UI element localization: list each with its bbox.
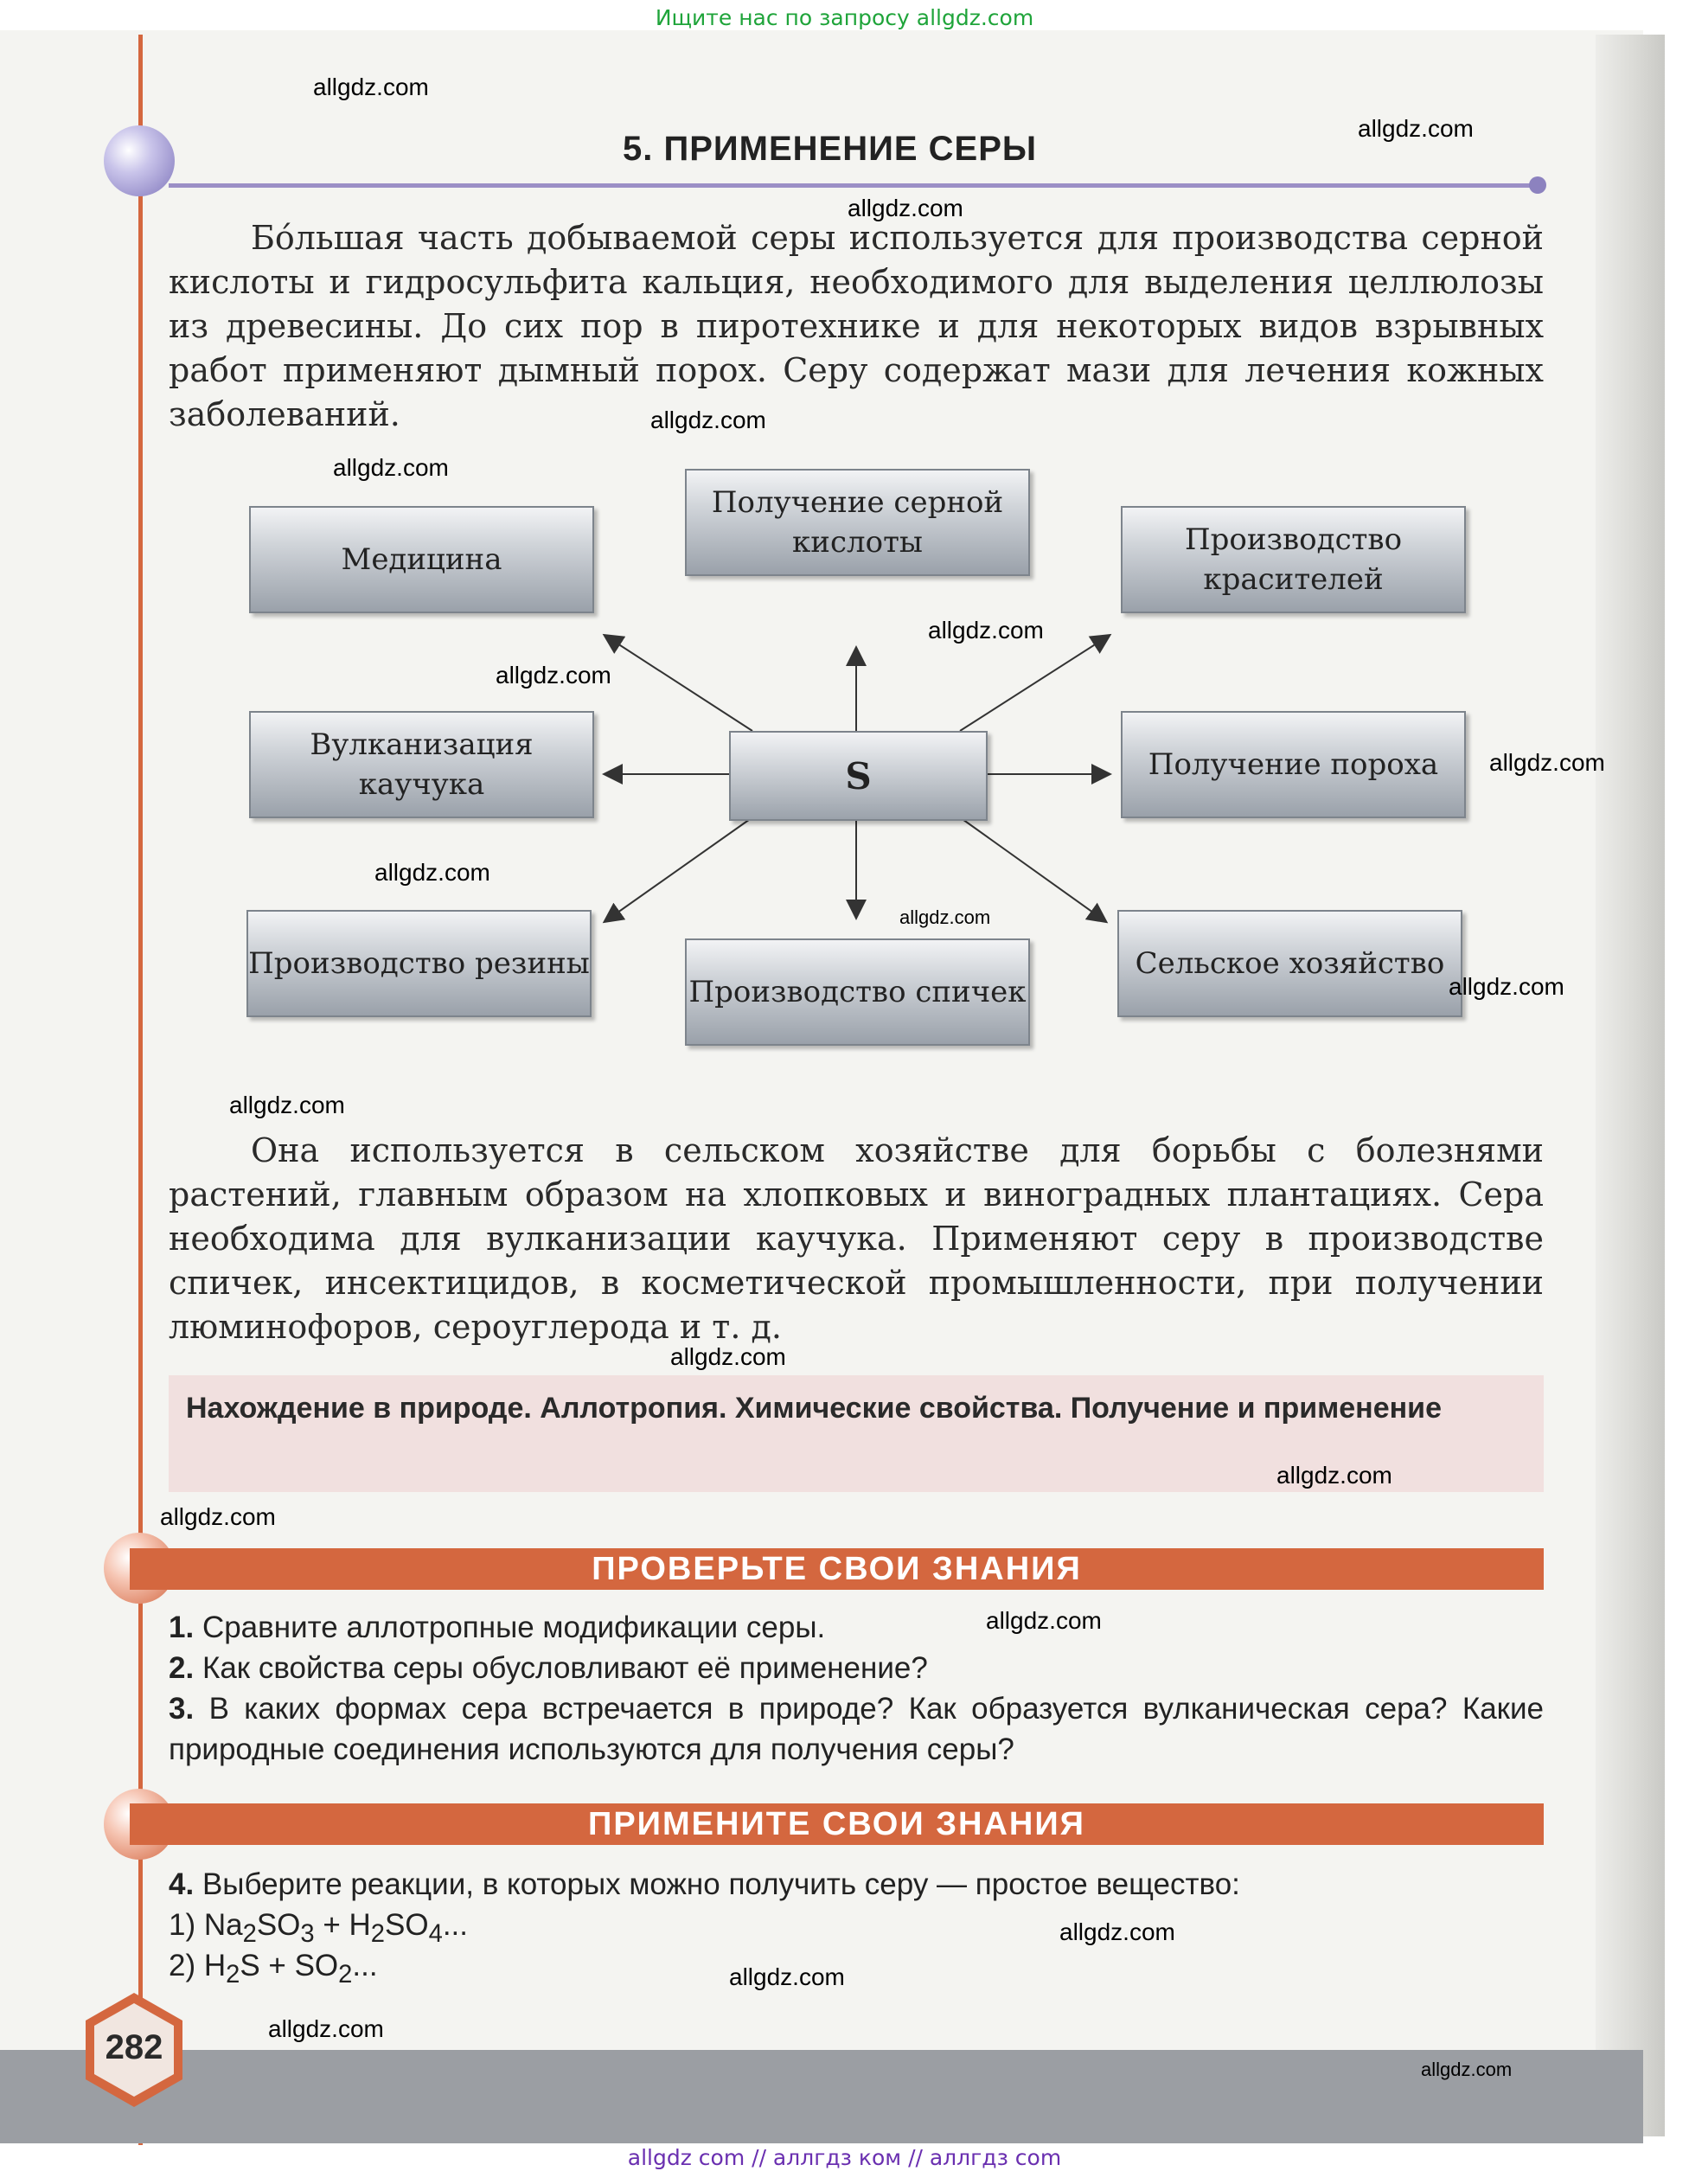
box-rubber: Производство резины <box>246 910 592 1017</box>
check-section-title: ПРОВЕРЬТЕ СВОИ ЗНАНИЯ <box>592 1550 1082 1587</box>
question-3 <box>169 1688 1544 1770</box>
arrow-to-medicine <box>605 636 752 731</box>
box-medicine: Медицина <box>249 506 594 613</box>
question-3-number: 3. <box>169 1692 195 1726</box>
question-2 <box>169 1648 1544 1688</box>
arrow-to-dyes <box>960 636 1109 731</box>
reaction-2-part: H <box>203 1949 227 1982</box>
question-1-number: 1. <box>169 1611 195 1644</box>
watermark: allgdz.com <box>928 617 1044 644</box>
check-section-band <box>130 1548 1544 1590</box>
reaction-2-part: ... <box>352 1949 378 1982</box>
watermark: allgdz.com <box>650 407 766 433</box>
bottom-links[interactable]: allgdz com // аллгдз ком // аллгдз com <box>627 2145 1062 2170</box>
watermark: allgdz.com <box>1449 973 1564 1000</box>
watermark: allgdz.com <box>1276 1462 1392 1489</box>
reaction-1-part: Na <box>203 1908 243 1942</box>
question-2-text: Как свойства серы обусловливают её применение? <box>202 1651 928 1685</box>
arrow-to-rubber <box>605 817 752 921</box>
watermark: allgdz.com <box>496 662 611 689</box>
arrow-to-agriculture <box>960 817 1105 921</box>
reaction-2-sub: 2 <box>226 1961 240 1989</box>
watermark: allgdz.com <box>1489 749 1605 776</box>
reaction-1-sub: 4 <box>428 1920 443 1948</box>
watermark: allgdz.com <box>986 1607 1102 1634</box>
watermark: allgdz.com <box>229 1092 345 1118</box>
box-matches: Производство спичек <box>685 938 1030 1046</box>
intro-paragraph: Бо́льшая часть добываемой серы используется для производства серной кислоты и гидросульфита кальция, необходимого для выделения целлюлозы из древесины. До сих пор в пиротехнике и для некоторых видов взрывных работ применяют дымный порох. Серу содержат мази для лечения кожных заболеваний. <box>169 219 1544 433</box>
watermark: allgdz.com <box>333 454 449 481</box>
watermark: allgdz.com <box>670 1343 786 1370</box>
watermark: allgdz.com <box>848 195 963 221</box>
watermark: allgdz.com <box>1421 2059 1513 2080</box>
reaction-2 <box>169 1945 1544 1995</box>
question-1-text: Сравните аллотропные модификации серы. <box>202 1611 826 1644</box>
question-3-text: В каких формах сера встречается в природе? Как образуется вулканическая сера? Какие природные соединения используются для получения серы? <box>169 1692 1544 1766</box>
question-2-number: 2. <box>169 1651 195 1685</box>
reaction-1-part: ... <box>442 1908 468 1942</box>
reaction-1-sub: 2 <box>370 1920 386 1948</box>
watermark: allgdz.com <box>313 74 429 100</box>
reaction-1-label: 1) <box>169 1908 196 1942</box>
reaction-1-part: SO <box>385 1908 429 1942</box>
page-number: 282 <box>105 2028 163 2066</box>
apply-section-title: ПРИМЕНИТЕ СВОИ ЗНАНИЯ <box>588 1805 1085 1842</box>
box-sulfur-center: S <box>729 731 988 821</box>
watermark: allgdz.com <box>899 906 991 928</box>
reaction-1-part: SO <box>256 1908 301 1942</box>
watermark: allgdz.com <box>729 1963 845 1990</box>
watermark: allgdz.com <box>374 859 490 886</box>
box-sulfuric-acid: Получение серной кислоты <box>685 469 1030 576</box>
question-4-number: 4. <box>169 1867 195 1901</box>
box-dyes: Производство красителей <box>1121 506 1466 613</box>
reaction-1-part: + H <box>314 1908 371 1942</box>
watermark: allgdz.com <box>1059 1918 1175 1945</box>
reaction-2-sub: 2 <box>338 1961 353 1989</box>
apply-section-band <box>130 1803 1544 1845</box>
reaction-1-sub: 3 <box>300 1920 315 1948</box>
box-vulcanization: Вулканизация каучука <box>249 711 594 818</box>
watermark: allgdz.com <box>160 1503 276 1530</box>
box-agriculture: Сельское хозяйство <box>1117 910 1462 1017</box>
reaction-2-label: 2) <box>169 1949 196 1982</box>
reaction-2-part: S + SO <box>240 1949 339 1982</box>
second-paragraph: Она используется в сельском хозяйстве для борьбы с болезнями растений, главным образом на хлопковых и виноградных плантациях. Сера необходима для вулканизации каучука. Применяют серу в производстве спичек, инсектицидов, в косметической промышленности, при получении люминофоров, сероуглерода и т. д. <box>169 1131 1544 1346</box>
top-search-link[interactable]: Ищите нас по запросу allgdz.com <box>655 5 1034 30</box>
watermark: allgdz.com <box>1358 115 1474 142</box>
reaction-1-sub: 2 <box>242 1920 257 1948</box>
section-title: 5. ПРИМЕНЕНИЕ СЕРЫ <box>623 130 1038 168</box>
summary-topics: Нахождение в природе. Аллотропия. Химические свойства. Получение и применение <box>186 1392 1442 1425</box>
box-gunpowder: Получение пороха <box>1121 711 1466 818</box>
question-1 <box>169 1607 1544 1648</box>
watermark: allgdz.com <box>268 2015 384 2042</box>
question-4-text: Выберите реакции, в которых можно получить серу — простое вещество: <box>202 1867 1240 1901</box>
question-4 <box>169 1864 1544 1905</box>
